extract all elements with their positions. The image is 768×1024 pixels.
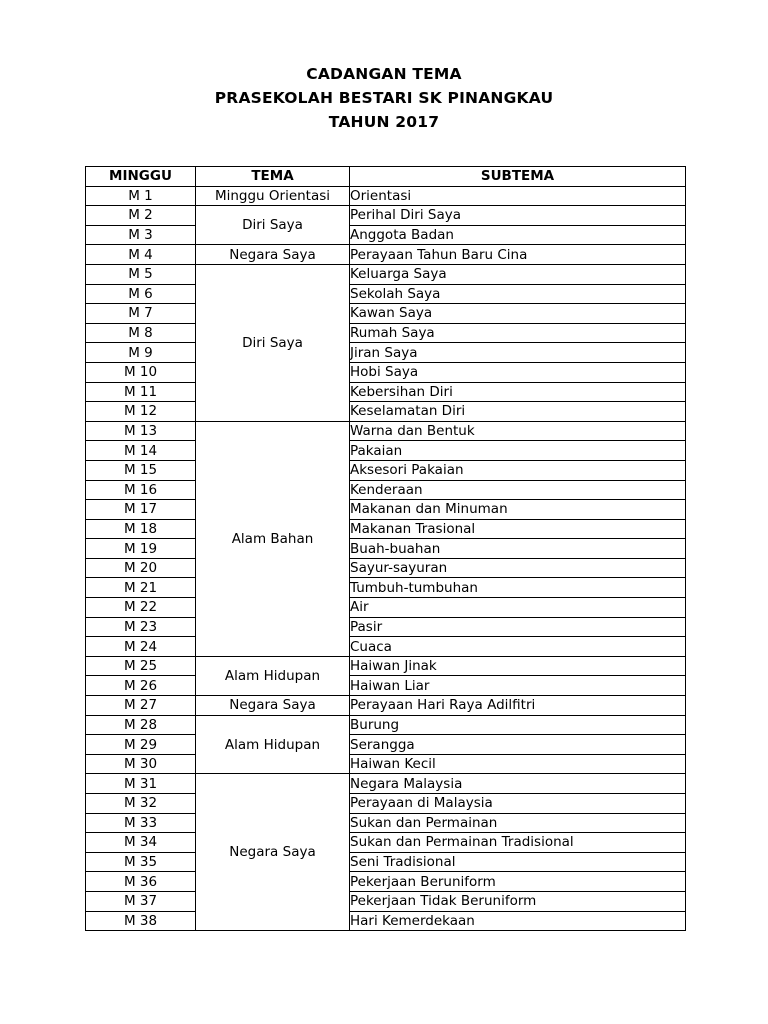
minggu-cell: M 15 bbox=[86, 460, 196, 480]
minggu-cell: M 33 bbox=[86, 813, 196, 833]
subtema-cell: Burung bbox=[350, 715, 686, 735]
subtema-cell: Buah-buahan bbox=[350, 539, 686, 559]
minggu-cell: M 31 bbox=[86, 774, 196, 794]
subtema-cell: Aksesori Pakaian bbox=[350, 460, 686, 480]
table-row bbox=[86, 343, 686, 363]
minggu-cell: M 20 bbox=[86, 558, 196, 578]
table-row bbox=[86, 872, 686, 892]
tema-cell: Alam Hidupan bbox=[196, 715, 350, 774]
subtema-cell: Tumbuh-tumbuhan bbox=[350, 578, 686, 598]
document-title bbox=[0, 62, 768, 134]
table-row bbox=[86, 284, 686, 304]
subtema-cell: Pekerjaan Tidak Beruniform bbox=[350, 891, 686, 911]
minggu-cell: M 38 bbox=[86, 911, 196, 931]
subtema-cell: Makanan dan Minuman bbox=[350, 500, 686, 520]
minggu-cell: M 14 bbox=[86, 441, 196, 461]
subtema-cell: Warna dan Bentuk bbox=[350, 421, 686, 441]
subtema-cell: Hobi Saya bbox=[350, 362, 686, 382]
subtema-cell: Serangga bbox=[350, 735, 686, 755]
minggu-cell: M 23 bbox=[86, 617, 196, 637]
minggu-cell: M 9 bbox=[86, 343, 196, 363]
minggu-cell: M 1 bbox=[86, 186, 196, 206]
subtema-cell: Pasir bbox=[350, 617, 686, 637]
table-row bbox=[86, 833, 686, 853]
table-row bbox=[86, 891, 686, 911]
title-line-3: TAHUN 2017 bbox=[328, 113, 440, 131]
minggu-cell: M 25 bbox=[86, 656, 196, 676]
subtema-cell: Perayaan Tahun Baru Cina bbox=[350, 245, 686, 265]
minggu-cell: M 8 bbox=[86, 323, 196, 343]
subtema-cell: Jiran Saya bbox=[350, 343, 686, 363]
table-row bbox=[86, 304, 686, 324]
table-row bbox=[86, 774, 686, 794]
minggu-cell: M 4 bbox=[86, 245, 196, 265]
minggu-cell: M 35 bbox=[86, 852, 196, 872]
theme-table bbox=[85, 166, 686, 931]
tema-cell: Alam Bahan bbox=[196, 421, 350, 656]
table-row bbox=[86, 323, 686, 343]
table-row bbox=[86, 735, 686, 755]
minggu-cell: M 26 bbox=[86, 676, 196, 696]
subtema-cell: Makanan Trasional bbox=[350, 519, 686, 539]
minggu-cell: M 16 bbox=[86, 480, 196, 500]
minggu-cell: M 5 bbox=[86, 264, 196, 284]
subtema-cell: Haiwan Kecil bbox=[350, 754, 686, 774]
table-row bbox=[86, 460, 686, 480]
subtema-cell: Cuaca bbox=[350, 637, 686, 657]
subtema-cell: Perihal Diri Saya bbox=[350, 206, 686, 226]
table-row bbox=[86, 245, 686, 265]
table-row bbox=[86, 225, 686, 245]
table-row bbox=[86, 264, 686, 284]
minggu-cell: M 27 bbox=[86, 696, 196, 716]
table-row bbox=[86, 402, 686, 422]
table-header-row bbox=[86, 167, 686, 187]
subtema-cell: Hari Kemerdekaan bbox=[350, 911, 686, 931]
table-row bbox=[86, 852, 686, 872]
minggu-cell: M 10 bbox=[86, 362, 196, 382]
subtema-cell: Pakaian bbox=[350, 441, 686, 461]
subtema-cell: Kenderaan bbox=[350, 480, 686, 500]
tema-cell: Minggu Orientasi bbox=[196, 186, 350, 206]
table-row bbox=[86, 421, 686, 441]
subtema-cell: Rumah Saya bbox=[350, 323, 686, 343]
minggu-cell: M 24 bbox=[86, 637, 196, 657]
table-row bbox=[86, 637, 686, 657]
subtema-cell: Sayur-sayuran bbox=[350, 558, 686, 578]
subtema-cell: Perayaan di Malaysia bbox=[350, 794, 686, 814]
minggu-cell: M 7 bbox=[86, 304, 196, 324]
table-row bbox=[86, 480, 686, 500]
minggu-cell: M 19 bbox=[86, 539, 196, 559]
header-subtema: SUBTEMA bbox=[350, 167, 686, 187]
header-minggu: MINGGU bbox=[86, 167, 196, 187]
table-row bbox=[86, 382, 686, 402]
table-row bbox=[86, 500, 686, 520]
table-row bbox=[86, 539, 686, 559]
subtema-cell: Air bbox=[350, 598, 686, 618]
table-row bbox=[86, 617, 686, 637]
minggu-cell: M 29 bbox=[86, 735, 196, 755]
table-row bbox=[86, 676, 686, 696]
minggu-cell: M 2 bbox=[86, 206, 196, 226]
tema-cell: Alam Hidupan bbox=[196, 656, 350, 695]
tema-cell: Negara Saya bbox=[196, 774, 350, 931]
table-row bbox=[86, 656, 686, 676]
minggu-cell: M 28 bbox=[86, 715, 196, 735]
table-row bbox=[86, 696, 686, 716]
subtema-cell: Haiwan Liar bbox=[350, 676, 686, 696]
table-row bbox=[86, 441, 686, 461]
title-line-1: CADANGAN TEMA bbox=[306, 65, 462, 83]
minggu-cell: M 6 bbox=[86, 284, 196, 304]
minggu-cell: M 30 bbox=[86, 754, 196, 774]
minggu-cell: M 18 bbox=[86, 519, 196, 539]
minggu-cell: M 11 bbox=[86, 382, 196, 402]
subtema-cell: Seni Tradisional bbox=[350, 852, 686, 872]
minggu-cell: M 17 bbox=[86, 500, 196, 520]
table-row bbox=[86, 911, 686, 931]
subtema-cell: Kawan Saya bbox=[350, 304, 686, 324]
subtema-cell: Sukan dan Permainan bbox=[350, 813, 686, 833]
minggu-cell: M 36 bbox=[86, 872, 196, 892]
table-row bbox=[86, 715, 686, 735]
subtema-cell: Haiwan Jinak bbox=[350, 656, 686, 676]
title-line-2: PRASEKOLAH BESTARI SK PINANGKAU bbox=[214, 89, 554, 107]
tema-cell: Negara Saya bbox=[196, 696, 350, 716]
subtema-cell: Keluarga Saya bbox=[350, 264, 686, 284]
table-row bbox=[86, 578, 686, 598]
table-body bbox=[86, 186, 686, 931]
minggu-cell: M 3 bbox=[86, 225, 196, 245]
minggu-cell: M 22 bbox=[86, 598, 196, 618]
minggu-cell: M 37 bbox=[86, 891, 196, 911]
subtema-cell: Perayaan Hari Raya Adilfitri bbox=[350, 696, 686, 716]
subtema-cell: Keselamatan Diri bbox=[350, 402, 686, 422]
header-tema: TEMA bbox=[196, 167, 350, 187]
table-row bbox=[86, 558, 686, 578]
tema-cell: Negara Saya bbox=[196, 245, 350, 265]
subtema-cell: Sekolah Saya bbox=[350, 284, 686, 304]
subtema-cell: Anggota Badan bbox=[350, 225, 686, 245]
table-row bbox=[86, 598, 686, 618]
tema-cell: Diri Saya bbox=[196, 264, 350, 421]
table-row bbox=[86, 754, 686, 774]
minggu-cell: M 32 bbox=[86, 794, 196, 814]
table-row bbox=[86, 362, 686, 382]
tema-cell: Diri Saya bbox=[196, 206, 350, 245]
table-row bbox=[86, 186, 686, 206]
subtema-cell: Kebersihan Diri bbox=[350, 382, 686, 402]
minggu-cell: M 34 bbox=[86, 833, 196, 853]
subtema-cell: Pekerjaan Beruniform bbox=[350, 872, 686, 892]
minggu-cell: M 21 bbox=[86, 578, 196, 598]
table-row bbox=[86, 519, 686, 539]
minggu-cell: M 12 bbox=[86, 402, 196, 422]
subtema-cell: Negara Malaysia bbox=[350, 774, 686, 794]
table-row bbox=[86, 794, 686, 814]
table-row bbox=[86, 206, 686, 226]
minggu-cell: M 13 bbox=[86, 421, 196, 441]
table-row bbox=[86, 813, 686, 833]
subtema-cell: Sukan dan Permainan Tradisional bbox=[350, 833, 686, 853]
subtema-cell: Orientasi bbox=[350, 186, 686, 206]
